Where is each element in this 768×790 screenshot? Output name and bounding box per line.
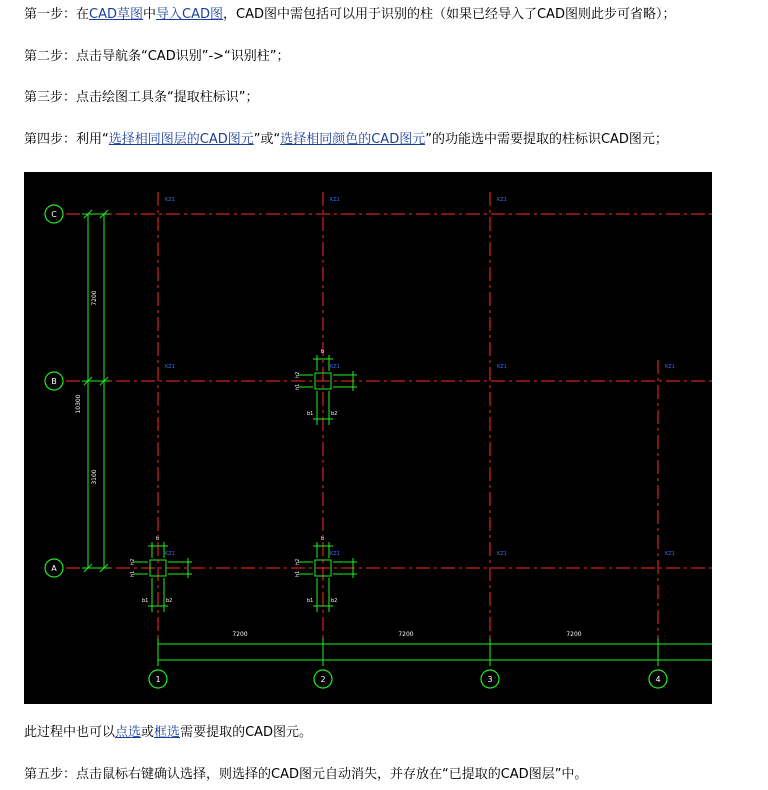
select-same-color-link[interactable]: 选择相同颜色的CAD图元 [280,132,426,147]
cad-plan-svg [24,172,712,704]
column-tag-label: KZ1 [165,551,175,557]
point-select-link[interactable]: 点选 [115,725,142,740]
axis-label-1: 1 [155,675,161,684]
column-dim-h1-label: h1 [295,570,301,577]
note-suffix: 需要提取的CAD图元。 [180,725,313,740]
axis-label-3: 3 [487,675,493,684]
step-4-mid: ”或“ [253,132,281,147]
note-prefix: 此过程中也可以 [24,725,116,740]
column-tag-label: KZ1 [330,197,340,203]
note-mid: 或 [141,725,155,740]
column-tag-label: KZ1 [665,364,675,370]
vertical-dim-label: 7200 [91,290,98,306]
step-5: 第五步：点击鼠标右键确认选择，则选择的CAD图元自动消失，并存放在“已提取的CAD图层”中。 [24,767,588,782]
column-dim-b2-label: b2 [331,598,338,604]
cad-drawing-screenshot [24,172,712,704]
column-dim-b1-label: b1 [307,598,314,604]
column-tag-label: KZ1 [497,364,507,370]
vertical-dim-total-label: 10300 [75,394,82,414]
column-tag-label: KZ1 [497,551,507,557]
column-tag-label: KZ1 [165,364,175,370]
column-dim-h2-label: h2 [295,371,301,378]
axis-label-c: C [51,210,57,219]
column-dim-h2-label: h2 [295,558,301,565]
column-tag-label: KZ1 [330,551,340,557]
step-1 [24,6,675,24]
step-4-prefix: 第四步：利用“ [24,132,109,147]
step-1-suffix: ，CAD图中需包括可以用于识别的柱（如果已经导入了CAD图则此步可省略）； [223,7,676,22]
column-dim-h1-label: h1 [130,570,136,577]
column-dim-h2-label: h2 [130,558,136,565]
note-line [24,724,312,742]
column-dim-b2-label: b2 [166,598,173,604]
column-dim-b-label: b [156,536,160,542]
step-3: 第三步：点击绘图工具条“提取柱标识”； [24,90,259,105]
column-dim-b-label: b [321,536,325,542]
select-same-layer-link[interactable]: 选择相同图层的CAD图元 [108,132,254,147]
import-cad-link[interactable]: 导入CAD图 [156,7,223,22]
box-select-link[interactable]: 框选 [154,725,181,740]
column-tag-label: KZ1 [665,551,675,557]
column-dim-b1-label: b1 [142,598,149,604]
axis-label-a: A [51,564,57,573]
column-dim-b2-label: b2 [331,411,338,417]
step-2: 第二步：点击导航条“CAD识别”->“识别柱”； [24,49,290,64]
step-1-mid: 中 [143,7,157,22]
vertical-dim-label: 3100 [91,469,98,485]
step-1-prefix: 第一步：在 [24,7,90,22]
horizontal-dim-label: 7200 [566,631,582,638]
column-tag-label: KZ1 [330,364,340,370]
column-tag-label: KZ1 [497,197,507,203]
axis-label-2: 2 [320,675,326,684]
column-tag-label: KZ1 [165,197,175,203]
axis-label-4: 4 [655,675,661,684]
horizontal-dim-label: 7200 [232,631,248,638]
column-dim-b1-label: b1 [307,411,314,417]
column-dim-b-label: b [321,349,325,355]
step-4 [24,131,668,149]
axis-label-b: B [51,377,57,386]
step-4-suffix: ”的功能选中需要提取的柱标识CAD图元； [425,132,668,147]
column-dim-h1-label: h1 [295,383,301,390]
cad-sketch-link[interactable]: CAD草图 [89,7,143,22]
horizontal-dim-label: 7200 [398,631,414,638]
